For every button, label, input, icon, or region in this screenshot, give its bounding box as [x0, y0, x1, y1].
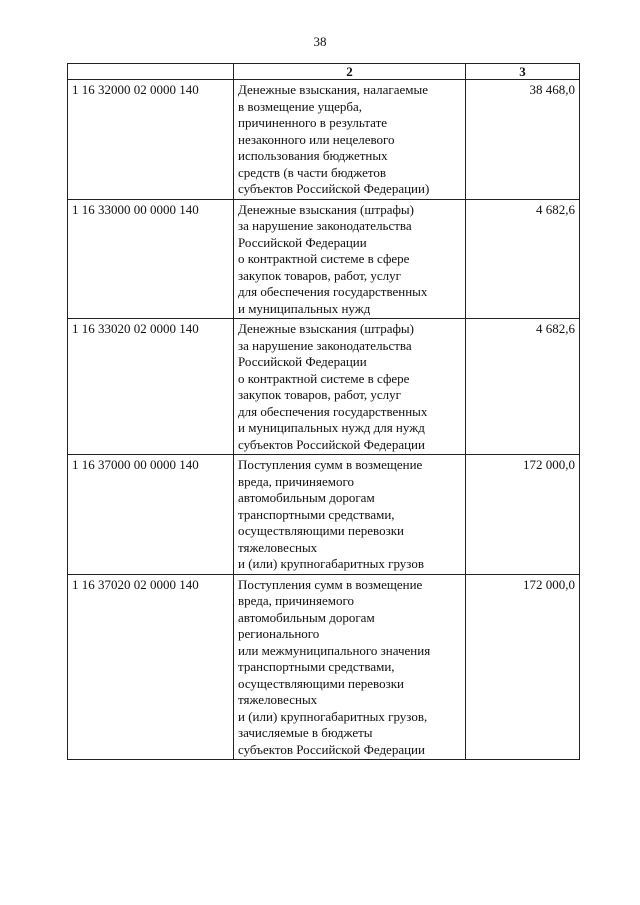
column-header-2: 2: [234, 64, 466, 80]
budget-code: 1 16 32000 02 0000 140: [68, 80, 234, 200]
budget-amount: 172 000,0: [466, 455, 580, 575]
table-row: [68, 80, 580, 200]
budget-code: 1 16 37020 02 0000 140: [68, 574, 234, 760]
budget-description: Денежные взыскания (штрафы) за нарушение законодательства Российской Федерации о контрактной системе в сфере закупок товаров, работ, услуг для обеспечения государственных и муниципальных нужд: [234, 199, 466, 319]
table-row: [68, 199, 580, 319]
budget-table: [67, 63, 580, 760]
budget-description: Поступления сумм в возмещение вреда, причиняемого автомобильным дорогам регионального или межмуниципального значения транспортными средствами, осуществляющими перевозки тяжеловесных и (или) крупногабаритных грузов, зачисляемые в бюджеты субъектов Российской Федерации: [234, 574, 466, 760]
column-header-1: [68, 64, 234, 80]
column-header-3: 3: [466, 64, 580, 80]
table-row: [68, 455, 580, 575]
budget-description: Денежные взыскания (штрафы) за нарушение законодательства Российской Федерации о контрактной системе в сфере закупок товаров, работ, услуг для обеспечения государственных и муниципальных нужд для нужд субъектов Российской Федерации: [234, 319, 466, 455]
budget-description: Денежные взыскания, налагаемые в возмещение ущерба, причиненного в результате незаконного или нецелевого использования бюджетных средств (в части бюджетов субъектов Российской Федерации): [234, 80, 466, 200]
table-header-row: [68, 64, 580, 80]
table-row: [68, 574, 580, 760]
budget-amount: 172 000,0: [466, 574, 580, 760]
table-row: [68, 319, 580, 455]
budget-code: 1 16 37000 00 0000 140: [68, 455, 234, 575]
page-number: 38: [313, 34, 327, 49]
budget-code: 1 16 33000 00 0000 140: [68, 199, 234, 319]
budget-amount: 4 682,6: [466, 319, 580, 455]
budget-description: Поступления сумм в возмещение вреда, причиняемого автомобильным дорогам транспортными средствами, осуществляющими перевозки тяжеловесных и (или) крупногабаритных грузов: [234, 455, 466, 575]
budget-amount: 4 682,6: [466, 199, 580, 319]
budget-amount: 38 468,0: [466, 80, 580, 200]
budget-code: 1 16 33020 02 0000 140: [68, 319, 234, 455]
